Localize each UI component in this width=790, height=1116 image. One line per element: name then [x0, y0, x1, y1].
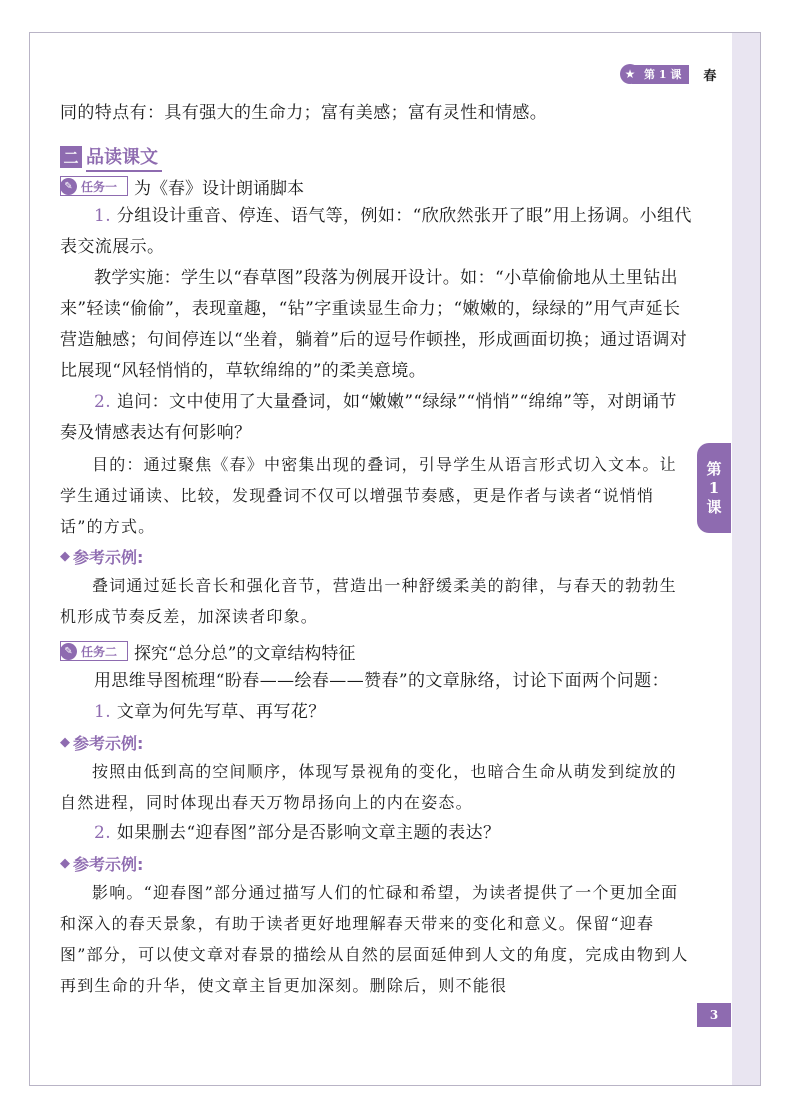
task1-question2: [60, 387, 692, 449]
task1-label: 任务一: [81, 179, 118, 194]
task1-q2-number: 2.: [94, 392, 112, 412]
diamond-icon: ◆: [60, 548, 70, 564]
task2-q2-text: 如果删去“迎春图”部分是否影响文章主题的表达？: [116, 823, 501, 843]
task2-badge: [60, 641, 128, 661]
section-heading: [60, 143, 692, 171]
diamond-icon: ◆: [60, 734, 70, 750]
intro-paragraph: 同的特点有：具有强大的生命力；富有美感；富有灵性和情感。: [60, 103, 548, 123]
task2-example1-text: 按照由低到高的空间顺序，体现写景视角的变化，也暗合生命从萌发到绽放的自然进程，同时体现出春天万物昂扬向上的内在姿态。: [60, 762, 677, 812]
task-icon: ✎: [60, 643, 77, 660]
task2-heading: [60, 636, 692, 666]
task1-practice: 教学实施：学生以“春草图”段落为例展开设计。如：“小草偷偷地从土里钻出来”轻读“偷偷”，表现童趣，“钻”字重读显生命力；“嫩嫩的，绿绿的”用气声延长营造触感；句间停连以“坐着，躺着”后的逗号作顿挫，形成画面切换；通过语调对比展现“风轻悄悄的，草软绵绵的”的柔美意境。: [60, 268, 688, 381]
side-tab-line2: 1: [708, 478, 720, 497]
task2-q1-number: 1.: [94, 702, 112, 722]
task-icon: ✎: [60, 178, 77, 195]
task2-label: 任务二: [81, 644, 118, 659]
task1-badge: [60, 176, 128, 196]
task1-example-label-text: 参考示例:: [73, 547, 144, 567]
main-content: [60, 98, 692, 1001]
task2-example1-label: [60, 728, 692, 756]
task2-question1: [60, 697, 692, 728]
task2-intro: 用思维导图梳理“盼春——绘春——赞春”的文章脉络，讨论下面两个问题：: [94, 671, 669, 691]
task2-example2-label: [60, 849, 692, 877]
task1-purpose: 目的：通过聚焦《春》中密集出现的叠词，引导学生从语言形式切入文本。让学生通过诵读、比较，发现叠词不仅可以增强节奏感，更是作者与读者“说悄悄话”的方式。: [60, 455, 677, 536]
task2-q2-number: 2.: [94, 823, 112, 843]
task2-example2-label-text: 参考示例:: [73, 854, 144, 874]
task2-question2: [60, 818, 692, 849]
task1-title: 为《春》设计朗诵脚本: [134, 178, 305, 199]
task2-example2-text: 影响。“迎春图”部分通过描写人们的忙碌和希望，为读者提供了一个更加全面和深入的春天景象，有助于读者更好地理解春天带来的变化和意义。保留“迎春图”部分，可以使文章对春景的描绘从自然的层面延伸到人文的角度，完成由物到人再到生命的升华，使文章主旨更加深刻。删除后，则不能很: [60, 883, 689, 995]
task1-example-text: 叠词通过延长音长和强化音节，营造出一种舒缓柔美的韵律，与春天的勃勃生机形成节奏反差，加深读者印象。: [60, 576, 677, 626]
side-strip: [732, 33, 760, 1085]
lesson-chip: 第 1 课: [632, 65, 689, 84]
section-number-box: 二: [60, 146, 82, 168]
task1-question1: [60, 201, 692, 263]
task1-example-label: [60, 542, 692, 570]
task2-example1-label-text: 参考示例:: [73, 733, 144, 753]
task2-q1-text: 文章为何先写草、再写花？: [116, 702, 326, 722]
task1-q1-text: 分组设计重音、停连、语气等，例如：“欣欣然张开了眼”用上扬调。小组代表交流展示。: [60, 206, 692, 257]
task1-heading: [60, 171, 692, 201]
diamond-icon: ◆: [60, 855, 70, 871]
side-tab-line3: 课: [706, 497, 722, 516]
side-tab-line1: 第: [706, 459, 722, 478]
task1-q1-number: 1.: [94, 206, 112, 226]
header-badge: [620, 64, 716, 84]
task2-title: 探究“总分总”的文章结构特征: [134, 643, 356, 664]
lesson-side-tab[interactable]: [697, 443, 731, 533]
lesson-name: 春: [703, 68, 717, 84]
star-icon: ★: [620, 64, 640, 84]
section-title: 品读课文: [86, 143, 162, 172]
task1-q2-text: 追问：文中使用了大量叠词，如“嫩嫩”“绿绿”“悄悄”“绵绵”等，对朗诵节奏及情感表达有何影响？: [60, 392, 677, 443]
page-number: 3: [697, 1003, 731, 1027]
